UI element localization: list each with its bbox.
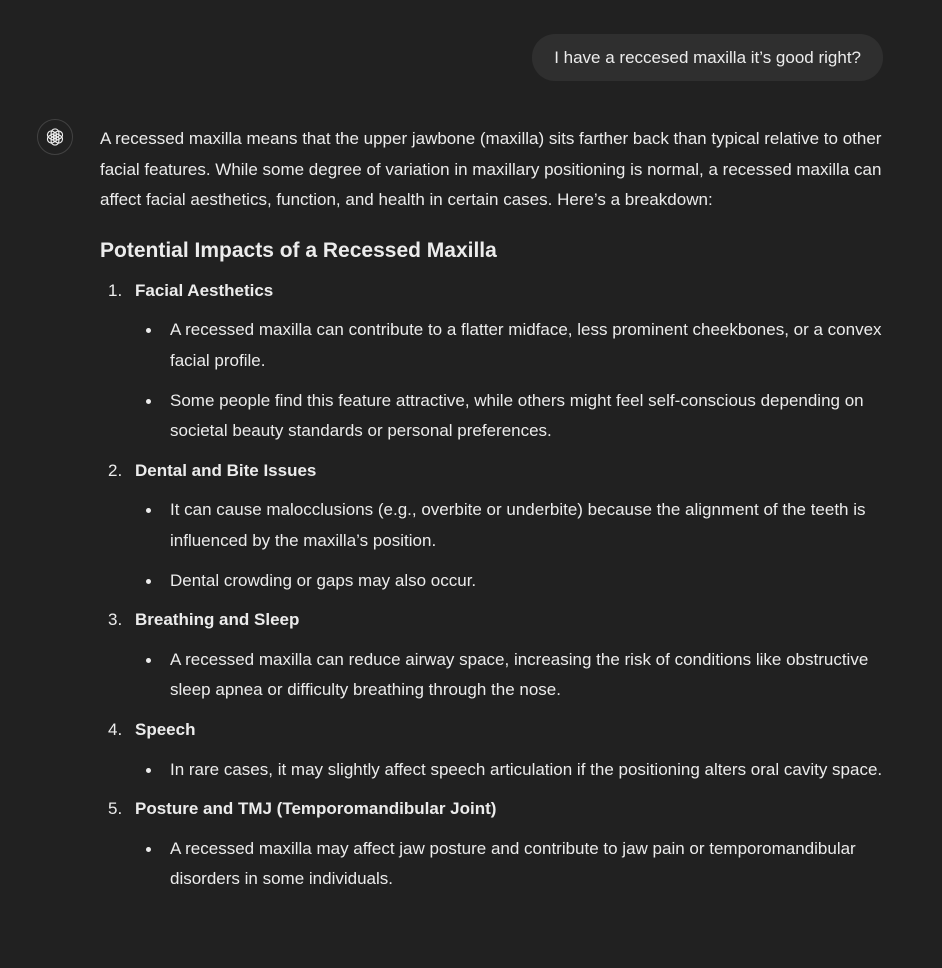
bullet-item: Dental crowding or gaps may also occur. [135, 566, 890, 597]
user-message-bubble: I have a reccesed maxilla it’s good right? [532, 34, 883, 81]
impact-item [100, 605, 890, 706]
assistant-avatar [37, 119, 73, 155]
impact-title: Speech [135, 719, 196, 739]
impact-number: 5. [108, 799, 123, 819]
impact-bullets [135, 755, 890, 786]
impact-bullets [135, 834, 890, 895]
section-heading: Potential Impacts of a Recessed Maxilla [100, 238, 497, 262]
intro-paragraph: A recessed maxilla means that the upper jawbone (maxilla) sits farther back than typical relative to other facial features. While some degree of variation in maxillary positioning is normal, a recessed maxilla can affect facial aesthetics, function, and health in certain cases. Here’s a breakdown: [100, 129, 882, 210]
impacts-list [100, 276, 890, 895]
impact-bullets [135, 315, 890, 446]
impact-title: Breathing and Sleep [135, 610, 300, 630]
impact-item [100, 715, 890, 785]
impact-bullets [135, 495, 890, 596]
impact-item [100, 276, 890, 447]
impact-number: 1. [108, 280, 123, 300]
bullet-item: A recessed maxilla may affect jaw posture and contribute to jaw pain or temporomandibular disorders in some individuals. [135, 834, 890, 895]
impact-title: Dental and Bite Issues [135, 460, 317, 480]
bullet-item: A recessed maxilla can reduce airway space, increasing the risk of conditions like obstructive sleep apnea or difficulty breathing through the nose. [135, 645, 890, 706]
impact-item [100, 456, 890, 596]
assistant-message [100, 124, 890, 904]
impact-bullets [135, 645, 890, 706]
impact-number: 2. [108, 460, 123, 480]
bullet-item: It can cause malocclusions (e.g., overbite or underbite) because the alignment of the teeth is influenced by the maxilla’s position. [135, 495, 890, 556]
openai-logo-icon [44, 126, 66, 148]
impact-number: 3. [108, 610, 123, 630]
impact-title: Facial Aesthetics [135, 280, 274, 300]
impact-number: 4. [108, 719, 123, 739]
impact-title: Posture and TMJ (Temporomandibular Joint) [135, 799, 497, 819]
impact-item [100, 794, 890, 895]
user-message-row [532, 34, 883, 81]
bullet-item: A recessed maxilla can contribute to a flatter midface, less prominent cheekbones, or a convex facial profile. [135, 315, 890, 376]
bullet-item: In rare cases, it may slightly affect speech articulation if the positioning alters oral cavity space. [135, 755, 890, 786]
bullet-item: Some people find this feature attractive, while others might feel self-conscious depending on societal beauty standards or personal preferences. [135, 386, 890, 447]
